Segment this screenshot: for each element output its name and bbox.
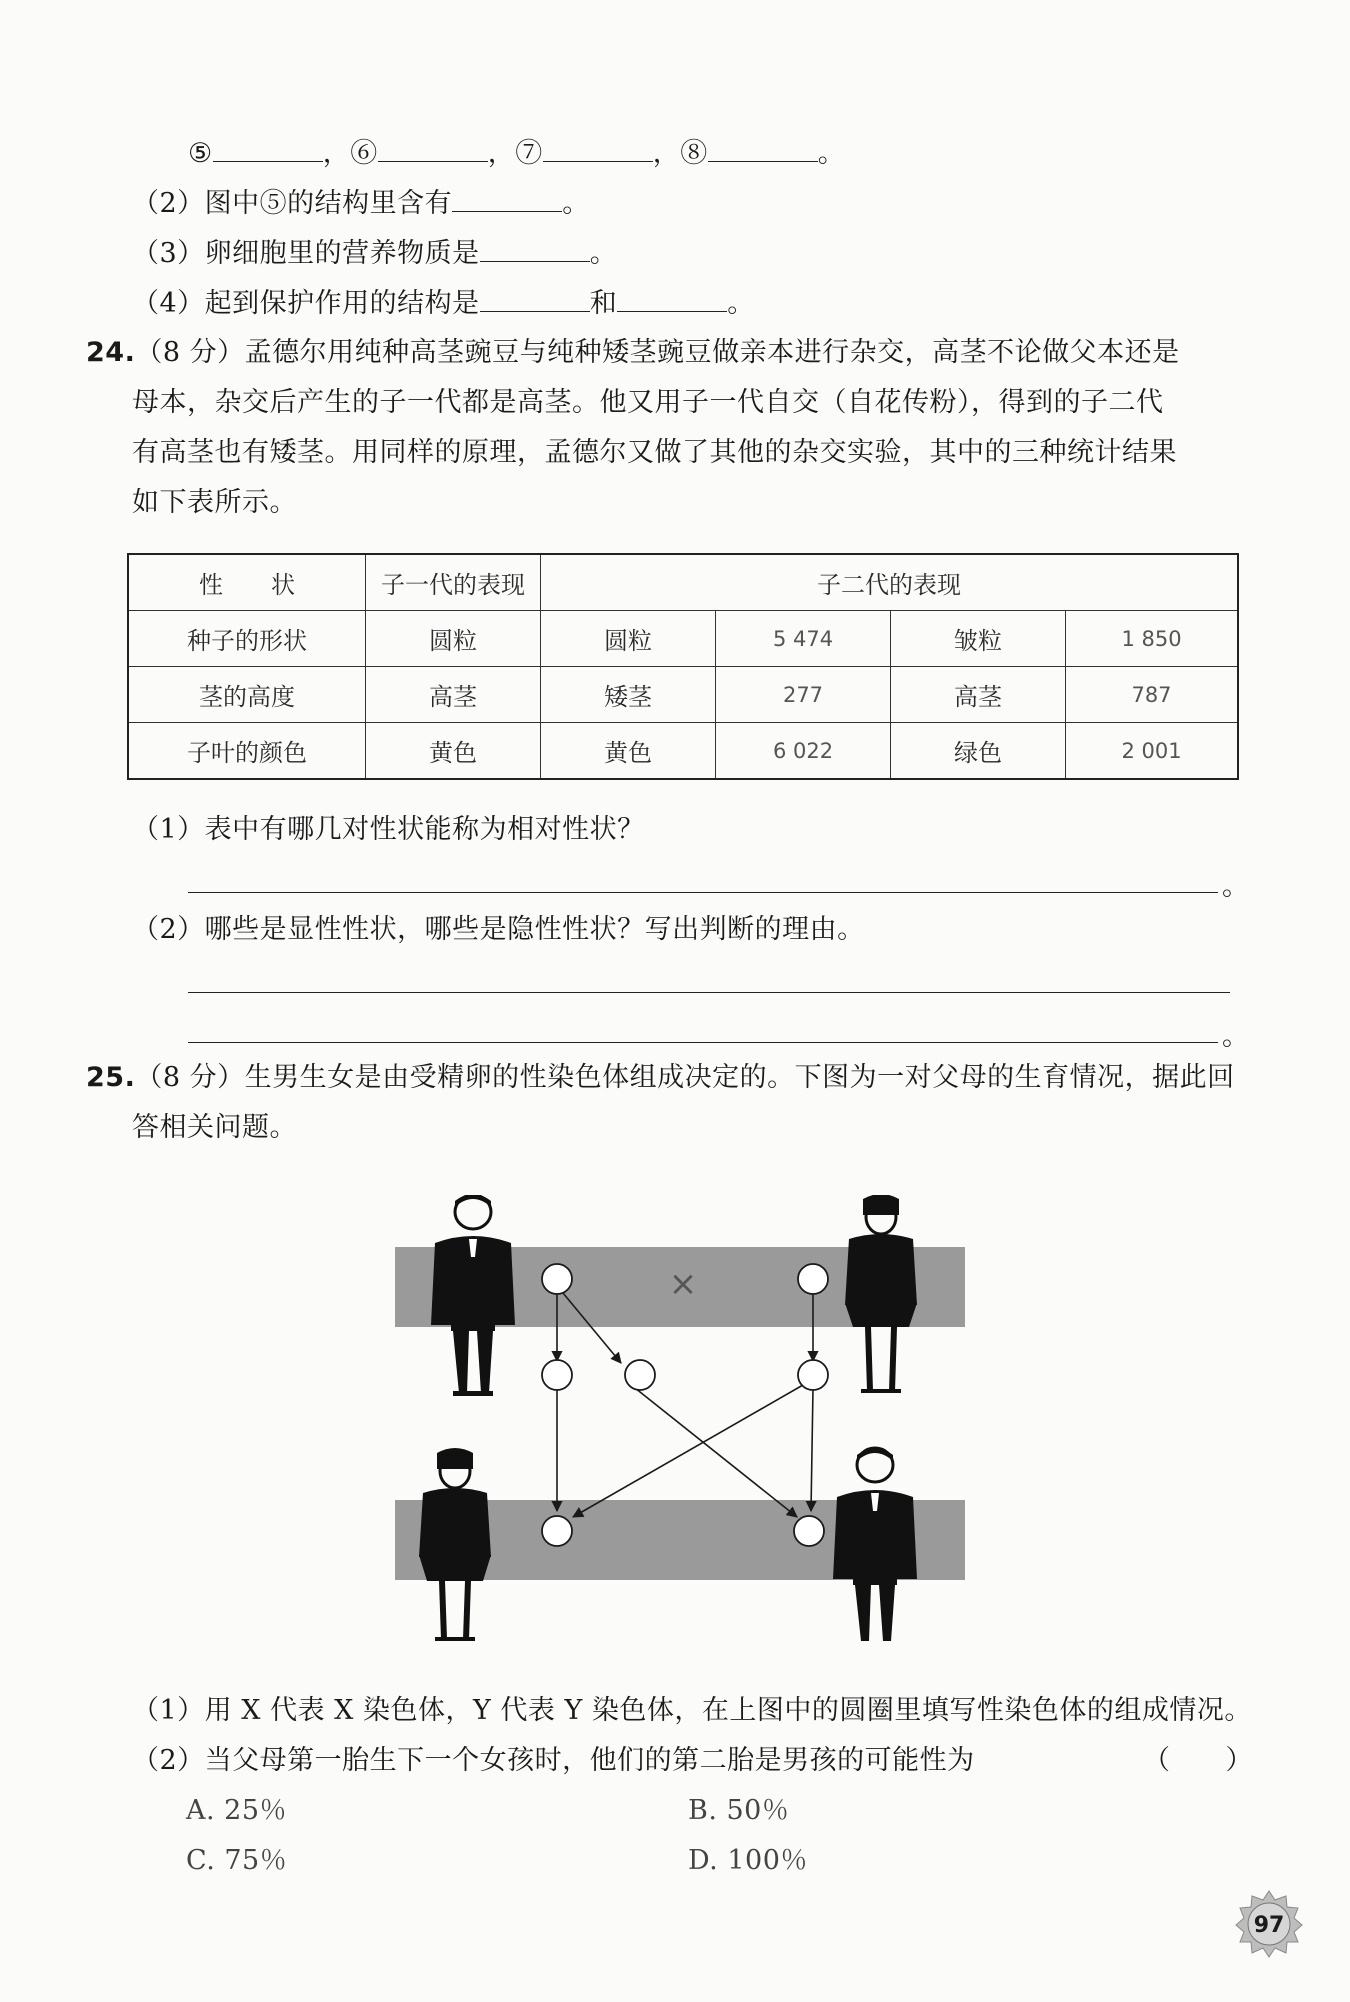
option-b[interactable]: B. 50％: [688, 1795, 790, 1826]
table-cell: 矮茎: [541, 667, 716, 723]
question-number: 25.: [86, 1062, 136, 1093]
q24-line4: 如下表所示。: [132, 487, 297, 518]
table-row: [128, 611, 1238, 667]
header-f2: 子二代的表现: [541, 554, 1239, 611]
circled-8: ⑧: [680, 138, 708, 169]
q23-sub2: [132, 185, 590, 222]
page-number: 97: [1253, 1913, 1285, 1938]
father-gamete-x-circle[interactable]: [542, 1360, 572, 1390]
period: 。: [727, 288, 755, 319]
table-cell: 1 850: [1066, 611, 1239, 667]
q23-sub3: [132, 235, 617, 272]
q23-sub3-text: （3）卵细胞里的营养物质是: [132, 238, 480, 269]
answer-line[interactable]: [188, 992, 1230, 993]
separator: ，: [652, 138, 681, 169]
separator: ，: [322, 138, 351, 169]
table-cell: 黄色: [541, 723, 716, 780]
q24-line1: [86, 335, 1180, 371]
arrow: [573, 1385, 803, 1517]
table-cell: 277: [716, 667, 891, 723]
q24-line2: 母本，杂交后产生的子一代都是高茎。他又用子一代自交（自花传粉），得到的子二代: [132, 387, 1164, 418]
period: 。: [589, 238, 618, 269]
table-cell: 圆粒: [366, 611, 541, 667]
circled-6: ⑥: [350, 138, 378, 169]
blank-q23-4a[interactable]: [480, 285, 590, 312]
option-a[interactable]: A. 25％: [186, 1795, 288, 1826]
table-header-row: [128, 554, 1238, 611]
mother-figure-icon: [845, 1195, 917, 1393]
table-cell: 皱粒: [891, 611, 1066, 667]
period: 。: [1222, 1021, 1249, 1052]
answer-blanks-row: [188, 135, 845, 172]
table-row: [128, 723, 1238, 780]
arrow: [811, 1388, 813, 1511]
q25-line1: [86, 1060, 1235, 1096]
inheritance-diagram: [395, 1195, 975, 1645]
q23-sub4-text: （4）起到保护作用的结构是: [132, 288, 480, 319]
father-figure-icon: [431, 1195, 515, 1396]
q25-sub2: （2）当父母第一胎生下一个女孩时，他们的第二胎是男孩的可能性为: [132, 1745, 975, 1776]
q24-line3: 有高茎也有矮茎。用同样的原理，孟德尔又做了其他的杂交实验，其中的三种统计结果: [132, 437, 1177, 468]
q25-line2: 答相关问题。: [132, 1112, 297, 1143]
separator: ，: [487, 138, 516, 169]
q24-text-1: （8 分）孟德尔用纯种高茎豌豆与纯种矮茎豌豆做亲本进行杂交，高茎不论做父本还是: [135, 337, 1180, 368]
answer-line[interactable]: [188, 1042, 1218, 1043]
genetics-results-table: [127, 553, 1239, 780]
q23-sub2-text: （2）图中⑤的结构里含有: [132, 188, 453, 219]
blank-q23-4b[interactable]: [617, 285, 727, 312]
blank-5[interactable]: [213, 135, 323, 162]
blank-q23-2[interactable]: [452, 185, 562, 212]
table-cell: 绿色: [891, 723, 1066, 780]
q25-text-1: （8 分）生男生女是由受精卵的性染色体组成决定的。下图为一对父母的生育情况，据此回: [135, 1062, 1235, 1093]
arrow: [635, 1388, 797, 1517]
blank-q23-3[interactable]: [480, 235, 590, 262]
table-cell: 6 022: [716, 723, 891, 780]
father-gamete-y-circle[interactable]: [625, 1360, 655, 1390]
q24-sub1: （1）表中有哪几对性状能称为相对性状？: [132, 814, 645, 845]
circled-5: ⑤: [188, 138, 213, 169]
period: 。: [817, 138, 846, 169]
daughter-figure-icon: [419, 1448, 491, 1641]
daughter-chromosome-circle[interactable]: [542, 1516, 572, 1546]
option-c[interactable]: C. 75％: [186, 1845, 288, 1876]
table-cell: 787: [1066, 667, 1239, 723]
cross-symbol: ×: [668, 1264, 698, 1304]
mother-chromosome-circle[interactable]: [798, 1264, 828, 1294]
blank-6[interactable]: [378, 135, 488, 162]
table-cell: 2 001: [1066, 723, 1239, 780]
table-cell: 圆粒: [541, 611, 716, 667]
mother-gamete-circle[interactable]: [798, 1360, 828, 1390]
period: 。: [562, 188, 590, 219]
table-cell: 种子的形状: [128, 611, 366, 667]
father-chromosome-circle[interactable]: [542, 1264, 572, 1294]
and-text: 和: [589, 288, 618, 319]
table-cell: 黄色: [366, 723, 541, 780]
table-cell: 茎的高度: [128, 667, 366, 723]
table-cell: 5 474: [716, 611, 891, 667]
blank-8[interactable]: [708, 135, 818, 162]
q25-sub1: （1）用 X 代表 X 染色体，Y 代表 Y 染色体，在上图中的圆圈里填写性染色体的组成情况。: [132, 1695, 1252, 1726]
answer-parentheses[interactable]: （ ）: [1143, 1745, 1253, 1776]
q23-sub4: [132, 285, 755, 322]
table-cell: 高茎: [366, 667, 541, 723]
option-d[interactable]: D. 100％: [688, 1845, 808, 1876]
period: 。: [1222, 871, 1249, 902]
blank-7[interactable]: [543, 135, 653, 162]
table-row: [128, 667, 1238, 723]
answer-line[interactable]: [188, 892, 1218, 893]
question-number: 24.: [86, 337, 136, 368]
header-f1: 子一代的表现: [366, 554, 541, 611]
table-cell: 子叶的颜色: [128, 723, 366, 780]
q24-sub2: （2）哪些是显性性状，哪些是隐性性状？写出判断的理由。: [132, 914, 865, 945]
header-trait: 性 状: [128, 554, 366, 611]
circled-7: ⑦: [515, 138, 543, 169]
son-figure-icon: [833, 1448, 917, 1641]
page-number-badge: [1235, 1890, 1303, 1958]
table-cell: 高茎: [891, 667, 1066, 723]
son-chromosome-circle[interactable]: [794, 1516, 824, 1546]
